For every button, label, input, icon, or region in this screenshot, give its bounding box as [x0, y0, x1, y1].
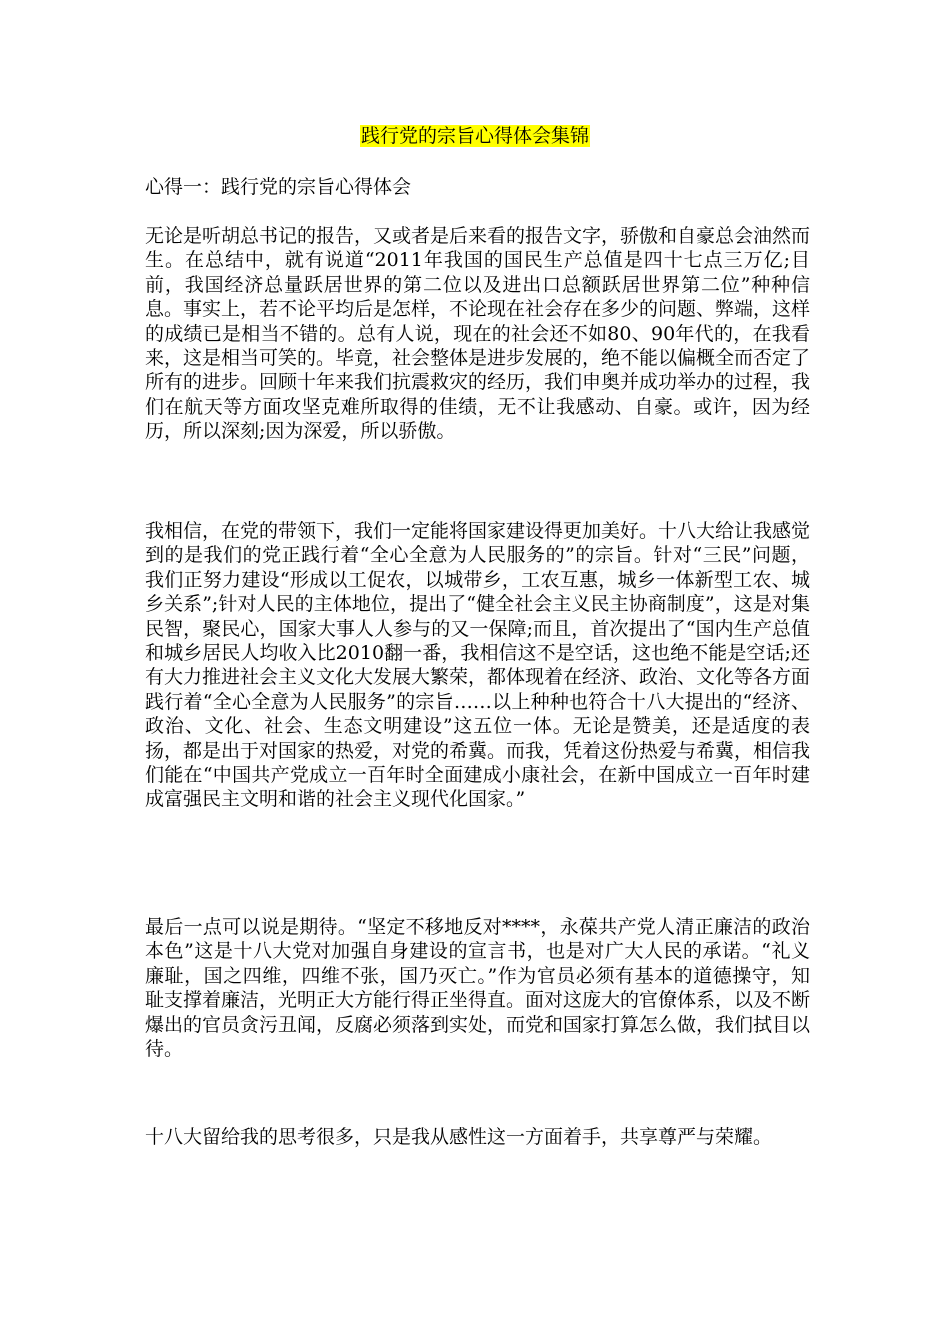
paragraph-1: 无论是听胡总书记的报告，又或者是后来看的报告文字，骄傲和自豪总会油然而生。在总结中，就有说道“2011年我国的国民生产总值是四十七点三万亿;目前，我国经济总量跃居世界的第二位以及进出口总额跃居世界第二位”种种信息。事实上，若不论平均后是怎样，不论现在社会存在多少的问题、弊端，这样的成绩已是相当不错的。总有人说，现在的社会还不如80、90年代的，在我看来，这是相当可笑的。毕竟，社会整体是进步发展的，绝不能以偏概全而否定了所有的进步。回顾十年来我们抗震救灾的经历，我们申奥并成功举办的过程，我们在航天等方面攻坚克难所取得的佳绩，无不让我感动、自豪。或许，因为经历，所以深刻;因为深爱，所以骄傲。	[145, 225, 811, 443]
document-title: 践行党的宗旨心得体会集锦	[360, 125, 589, 147]
paragraph-2: 我相信，在党的带领下，我们一定能将国家建设得更加美好。十八大给让我感觉到的是我们的党正践行着“全心全意为人民服务的”的宗旨。针对“三民”问题，我们正努力建设“形成以工促农，以城带乡，工农互惠，城乡一体新型工农、城乡关系”;针对人民的主体地位，提出了“健全社会主义民主协商制度”，这是对集民智，聚民心，国家大事人人参与的又一保障;而且，首次提出了“国内生产总值和城乡居民人均收入比2010翻一番，我相信这不是空话，这也绝不能是空话;还有大力推进社会主义文化大发展大繁荣，都体现着在经济、政治、文化等各方面践行着“全心全意为人民服务”的宗旨……以上种种也符合十八大提出的“经济、政治、文化、社会、生态文明建设”这五位一体。无论是赞美，还是适度的表扬，都是出于对国家的热爱，对党的希冀。而我，凭着这份热爱与希冀，相信我们能在“中国共产党成立一百年时全面建成小康社会，在新中国成立一百年时建成富强民主文明和谐的社会主义现代化国家。”	[145, 520, 811, 811]
paragraph-3: 最后一点可以说是期待。“坚定不移地反对****，永葆共产党人清正廉洁的政治本色”这是十八大党对加强自身建设的宣言书，也是对广大人民的承诺。“礼义廉耻，国之四维，四维不张，国乃灭亡。”作为官员必须有基本的道德操守，知耻支撑着廉洁，光明正大方能行得正坐得直。面对这庞大的官僚体系，以及不断爆出的官员贪污丑闻，反腐必须落到实处，而党和国家打算怎么做，我们拭目以待。	[145, 916, 811, 1061]
title-container	[0, 122, 950, 150]
section-heading: 心得一：践行党的宗旨心得体会	[145, 176, 412, 198]
paragraph-4: 十八大留给我的思考很多，只是我从感性这一方面着手，共享尊严与荣耀。	[145, 1126, 773, 1148]
